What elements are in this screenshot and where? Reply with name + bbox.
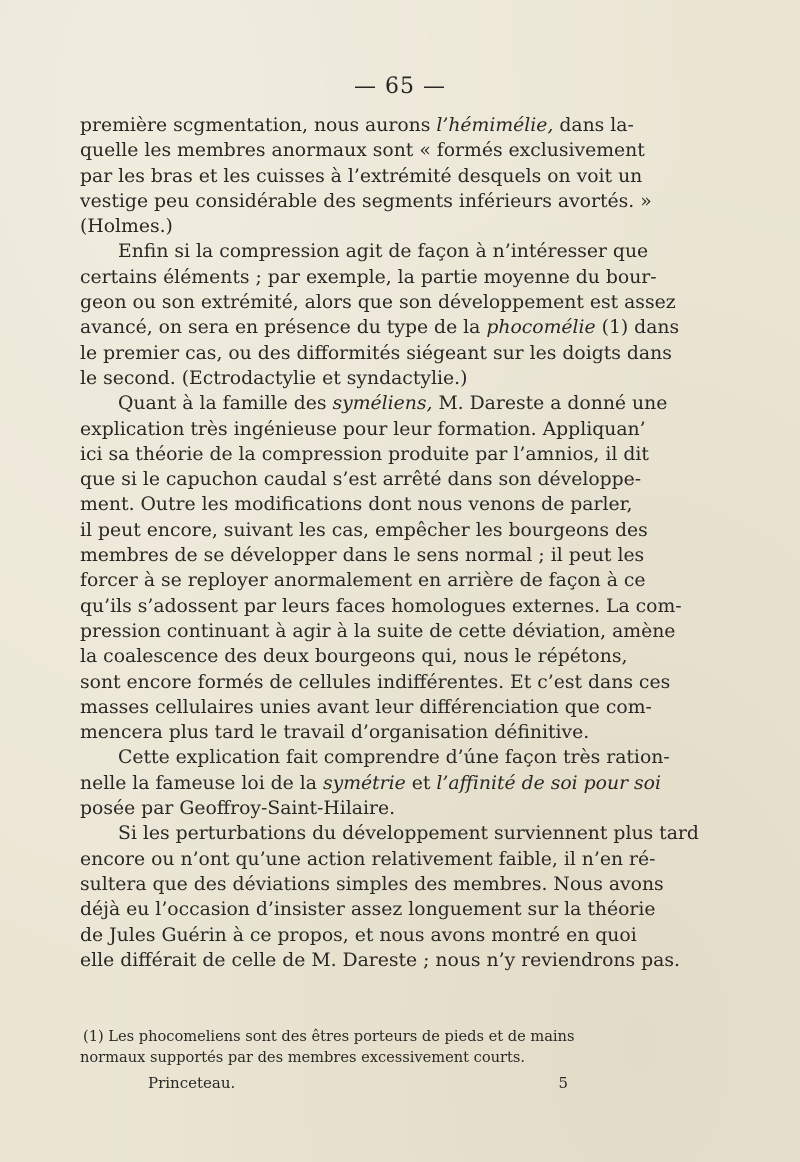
- paragraph: [80, 239, 680, 391]
- text-line: [80, 720, 614, 745]
- text-line: [80, 417, 646, 442]
- text-line: [80, 290, 676, 315]
- text-line: [80, 619, 676, 644]
- text-run: par les bras et les cuisses à l’extrémité desquels on voit un: [80, 165, 643, 187]
- text-run: ment. Outre les modifications dont nous venons de parler,: [80, 494, 633, 516]
- text-run: la coalescence des deux bourgeons qui, nous le répétons,: [80, 646, 628, 668]
- italic-term: syméliens,: [332, 393, 433, 415]
- text-line: [80, 771, 661, 796]
- text-line: [80, 821, 699, 846]
- text-run: vestige peu considérable des segments inférieurs avortés. »: [80, 190, 652, 212]
- text-line: [80, 923, 637, 948]
- text-line: [80, 442, 649, 467]
- text-run: posée par Geoffroy-Saint-Hilaire.: [80, 798, 396, 820]
- text-line: [80, 341, 672, 366]
- text-run: geon ou son extrémité, alors que son développement est assez: [80, 292, 676, 314]
- text-line: [80, 670, 671, 695]
- text-line: [80, 568, 646, 593]
- paragraph: [80, 113, 652, 239]
- text-run: Si les perturbations du développement surviennent plus tard: [118, 823, 699, 845]
- italic-term: phocomélie: [486, 317, 596, 339]
- italic-term: l’affinité de soi pour soi: [436, 772, 661, 794]
- text-line: [80, 113, 634, 138]
- italic-term: l’hémimélie,: [436, 115, 554, 136]
- paragraph: [80, 821, 699, 973]
- text-line: [80, 467, 642, 492]
- footnote: [80, 1026, 614, 1068]
- text-line: [80, 391, 668, 416]
- text-run: il peut encore, suivant les cas, empêcher les bourgeons des: [80, 519, 648, 541]
- text-run: M. Dareste a donné une: [432, 393, 668, 415]
- text-line: [80, 214, 614, 239]
- text-run: elle différait de celle de M. Dareste ; nous n’y reviendrons pas.: [80, 949, 680, 971]
- text-line: [80, 239, 649, 264]
- text-run: première scgmentation, nous aurons: [80, 115, 437, 136]
- text-line: [80, 315, 680, 340]
- footnote-line: normaux supportés par des membres excessivement courts.: [80, 1049, 526, 1066]
- text-line: [80, 265, 657, 290]
- signature-mark: 5: [558, 1074, 568, 1092]
- text-run: qu’ils s’adossent par leurs faces homologues externes. La com-: [80, 595, 682, 617]
- text-line: [80, 138, 645, 163]
- text-run: Enfin si la compression agit de façon à n’intéresser que: [118, 241, 649, 263]
- page-number: — 65 —: [354, 74, 446, 99]
- text-run: Quant à la famille des: [118, 393, 333, 415]
- text-run: le premier cas, ou des difformités siégeant sur les doigts dans: [80, 342, 672, 364]
- text-run: nelle la fameuse loi de la: [80, 772, 323, 794]
- paragraph: [80, 745, 670, 821]
- text-line: [80, 518, 648, 543]
- text-run: que si le capuchon caudal s’est arrêté dans son développe-: [80, 469, 642, 491]
- text-line: [80, 492, 633, 517]
- text-run: ici sa théorie de la compression produite par l’amnios, il dit: [80, 443, 649, 465]
- text-line: [80, 745, 670, 770]
- footnote-line: (1) Les phocomeliens sont des êtres porteurs de pieds et de mains: [83, 1028, 575, 1045]
- text-run: dans la-: [553, 115, 634, 136]
- author-name: Princeteau.: [148, 1074, 236, 1092]
- text-run: de Jules Guérin à ce propos, et nous avons montré en quoi: [80, 924, 637, 946]
- text-run: explication très ingénieuse pour leur formation. Appliquan’: [80, 418, 646, 440]
- text-run: Cette explication fait comprendre d’úne façon très ration-: [118, 747, 670, 769]
- text-line: [80, 189, 652, 214]
- text-line: [80, 695, 652, 720]
- text-run: quelle les membres anormaux sont « formés exclusivement: [80, 140, 645, 162]
- text-line: [80, 948, 680, 973]
- text-run: déjà eu l’occasion d’insister assez longuement sur la théorie: [80, 899, 656, 921]
- main-text: [80, 113, 699, 973]
- text-run: (1) dans: [595, 317, 680, 339]
- text-line: [80, 644, 628, 669]
- text-line: [80, 847, 656, 872]
- italic-term: symétrie: [322, 772, 406, 794]
- text-run: et: [405, 772, 437, 794]
- text-run: encore ou n’ont qu’une action relativement faible, il n’en ré-: [80, 848, 656, 870]
- text-run: masses cellulaires unies avant leur différenciation que com-: [80, 696, 652, 718]
- text-run: certains éléments ; par exemple, la partie moyenne du bour-: [80, 266, 657, 288]
- text-run: pression continuant à agir à la suite de cette déviation, amène: [80, 620, 676, 642]
- text-run: membres de se développer dans le sens normal ; il peut les: [80, 545, 645, 567]
- paragraph: [80, 391, 682, 745]
- text-line: [80, 872, 664, 897]
- text-line: [80, 543, 645, 568]
- text-line: [80, 164, 643, 189]
- text-run: avancé, on sera en présence du type de la: [80, 317, 487, 339]
- page-footer: [148, 1074, 568, 1092]
- text-run: sultera que des déviations simples des membres. Nous avons: [80, 873, 664, 895]
- text-line: [80, 796, 614, 821]
- text-line: [80, 897, 656, 922]
- text-run: mencera plus tard le travail d’organisation définitive.: [80, 722, 590, 744]
- text-run: (Holmes.): [80, 216, 173, 238]
- text-line: [80, 594, 682, 619]
- text-line: [80, 366, 614, 391]
- text-run: le second. (Ectrodactylie et syndactylie.): [80, 367, 468, 389]
- text-run: sont encore formés de cellules indifférentes. Et c’est dans ces: [80, 671, 671, 693]
- text-run: forcer à se reployer anormalement en arrière de façon à ce: [80, 570, 646, 592]
